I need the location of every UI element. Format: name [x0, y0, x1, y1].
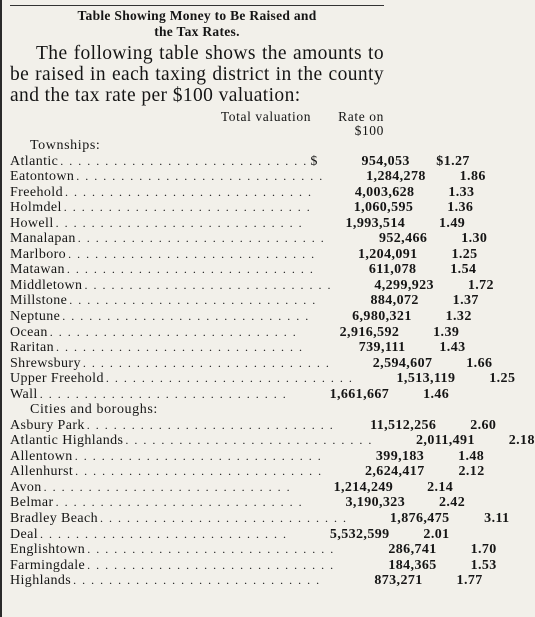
leader-dots: . . . . . . . . . . . . . . . . . . . . . . . . . . . . — [125, 433, 373, 448]
district-name: Bradley Beach — [10, 511, 98, 527]
tax-rate: 2.12 — [458, 464, 485, 480]
total-valuation: 611,078 — [368, 262, 417, 278]
district-name: Highlands — [10, 573, 72, 589]
district-name: Allenhurst — [10, 464, 74, 480]
tax-rate: 2.18 — [508, 433, 535, 449]
total-valuation: 1,513,119 — [396, 371, 456, 387]
total-valuation: 4,003,628 — [354, 184, 415, 200]
tax-rate: 1.86 — [459, 169, 486, 185]
table-row — [10, 169, 486, 185]
table-row — [10, 246, 478, 263]
total-valuation: 4,299,923 — [374, 277, 434, 293]
total-valuation: 952,466 — [378, 231, 428, 247]
leader-dots: . . . . . . . . . . . . . . . . . . . . . . . . . . . . — [40, 526, 288, 541]
total-valuation: 184,365 — [388, 557, 437, 573]
table-row — [10, 417, 497, 434]
total-valuation: 11,512,256 — [370, 417, 437, 433]
tax-rate: 1.70 — [470, 542, 497, 558]
total-valuation: 286,741 — [388, 542, 437, 558]
table-row — [10, 479, 454, 496]
table-row — [10, 340, 466, 356]
total-valuation-header: Total valuation — [220, 109, 312, 124]
table-row — [10, 542, 497, 558]
district-name: Asbury Park — [10, 417, 85, 433]
tax-rate: 1.54 — [450, 262, 477, 278]
district-name: Shrewsbury — [10, 355, 81, 371]
tax-rate: 1.36 — [447, 200, 474, 216]
table-row — [10, 433, 535, 449]
tax-rate: 1.32 — [445, 308, 472, 324]
district-name: Millstone — [10, 293, 68, 309]
table-row — [10, 215, 466, 232]
district-name: Matawan — [10, 262, 65, 278]
rate-header: Rate on $100 — [338, 109, 384, 138]
tax-rate: 2.42 — [439, 495, 466, 511]
leader-dots: . . . . . . . . . . . . . . . . . . . . . . . . . . . . — [64, 184, 313, 199]
tax-rate: 1.43 — [439, 340, 466, 356]
total-valuation: 399,183 — [375, 448, 425, 464]
leader-dots: . . . . . . . . . . . . . . . . . . . . . . . . . . . . — [75, 464, 323, 479]
leader-dots: . . . . . . . . . . . . . . . . . . . . . . . . . . . . — [77, 231, 326, 246]
total-valuation: 1,214,249 — [333, 479, 394, 495]
district-name: Ocean — [10, 324, 48, 340]
leader-dots: . . . . . . . . . . . . . . . . . . . . . . . . . . . . — [68, 246, 316, 261]
district-name: Allentown — [10, 448, 73, 464]
table-row — [10, 277, 494, 294]
leader-dots: . . . . . . . . . . . . . . . . . . . . . . . . . . . . — [87, 557, 335, 572]
leader-dots: . . . . . . . . . . . . . . . . . . . . . . . . . . . . — [60, 153, 308, 168]
tax-rate: 1.33 — [448, 184, 475, 200]
total-valuation: 1,661,667 — [329, 386, 390, 402]
leader-dots: . . . . . . . . . . . . . . . . . . . . . . . . . . . . — [86, 417, 335, 432]
district-name: Wall — [10, 386, 38, 402]
total-valuation: 739,111 — [358, 340, 406, 356]
table-row — [10, 293, 479, 309]
cities-heading: Cities and boroughs: — [30, 402, 158, 418]
top-rule — [10, 5, 384, 6]
district-name: Farmingdale — [10, 557, 86, 573]
table-row — [10, 184, 475, 201]
total-valuation: 6,980,321 — [352, 308, 412, 324]
leader-dots: . . . . . . . . . . . . . . . . . . . . . . . . . . . . — [105, 371, 354, 386]
leader-dots: . . . . . . . . . . . . . . . . . . . . . . . . . . . . — [84, 277, 332, 292]
tax-rate: 1.25 — [451, 246, 478, 262]
leader-dots: . . . . . . . . . . . . . . . . . . . . . . . . . . . . — [69, 293, 317, 308]
leader-dots: . . . . . . . . . . . . . . . . . . . . . . . . . . . . — [62, 308, 310, 323]
headline-line-1: Table Showing Money to Be Raised and — [77, 8, 317, 23]
table-row — [10, 448, 485, 465]
tax-rate: 1.48 — [458, 448, 485, 464]
tax-rate: 1.49 — [439, 215, 466, 231]
district-name: Middletown — [10, 277, 83, 293]
tax-rate: 1.37 — [452, 293, 479, 309]
table-row — [10, 386, 450, 403]
tax-rate: 1.53 — [470, 557, 497, 573]
intro-paragraph — [10, 43, 384, 106]
leader-dots: . . . . . . . . . . . . . . . . . . . . . . . . . . . . — [76, 169, 324, 184]
leader-dots: . . . . . . . . . . . . . . . . . . . . . . . . . . . . — [66, 262, 315, 277]
total-valuation: 1,993,514 — [345, 215, 406, 231]
district-name: Eatontown — [10, 169, 75, 185]
leader-dots: . . . . . . . . . . . . . . . . . . . . . . . . . . . . — [55, 495, 304, 510]
district-name: Howell — [10, 215, 54, 231]
table-row — [10, 464, 485, 480]
total-valuation: 2,624,417 — [365, 464, 425, 480]
total-valuation: 5,532,599 — [329, 526, 390, 542]
district-name: Manalapan — [10, 231, 76, 247]
leader-dots: . . . . . . . . . . . . . . . . . . . . . . . . . . . . — [73, 573, 321, 588]
tax-rate: 1.66 — [466, 355, 493, 371]
leader-dots: . . . . . . . . . . . . . . . . . . . . . . . . . . . . — [100, 511, 348, 526]
total-valuation: 1,876,475 — [389, 511, 450, 527]
total-valuation: 884,072 — [370, 293, 419, 309]
table-row — [10, 153, 470, 170]
table-row — [10, 557, 497, 574]
leader-dots: . . . . . . . . . . . . . . . . . . . . . . . . . . . . — [56, 340, 304, 355]
total-valuation: 1,204,091 — [357, 246, 418, 262]
table-row — [10, 495, 466, 511]
leader-dots: . . . . . . . . . . . . . . . . . . . . . . . . . . . . — [63, 200, 312, 215]
tax-rate: 1.77 — [456, 573, 483, 589]
table-row — [10, 371, 516, 387]
tax-rate: 2.14 — [427, 479, 454, 495]
total-valuation: 954,053 — [361, 153, 410, 169]
tax-rate: 2.60 — [470, 417, 497, 433]
intro-text: The following table shows the amounts to be raised in each taxing district in the county and the tax rate per $100 valuation: — [10, 43, 384, 106]
table-row — [10, 308, 472, 325]
tax-rate: 1.25 — [489, 371, 516, 387]
headline-line-2: the Tax Rates. — [154, 24, 240, 39]
leader-dots: . . . . . . . . . . . . . . . . . . . . . . . . . . . . — [82, 355, 331, 370]
district-name: Marlboro — [10, 246, 67, 262]
dollar-sign: $ — [310, 153, 318, 169]
district-name: Belmar — [10, 495, 54, 511]
district-name: Neptune — [10, 308, 61, 324]
leader-dots: . . . . . . . . . . . . . . . . . . . . . . . . . . . . — [74, 448, 323, 463]
table-row — [10, 526, 450, 543]
district-name: Englishtown — [10, 542, 86, 558]
townships-table — [10, 153, 516, 403]
district-name: Atlantic Highlands — [10, 433, 124, 449]
district-name: Avon — [10, 479, 42, 495]
table-row — [10, 355, 493, 372]
total-valuation: 1,060,595 — [353, 200, 414, 216]
table-row — [10, 262, 477, 278]
table-row — [10, 511, 510, 527]
tax-rate: 1.72 — [467, 277, 494, 293]
leader-dots: . . . . . . . . . . . . . . . . . . . . . . . . . . . . — [87, 542, 335, 557]
total-valuation: 2,011,491 — [416, 433, 475, 449]
district-name: Upper Freehold — [10, 371, 104, 387]
total-valuation: 3,190,323 — [345, 495, 406, 511]
tax-rate: 2.01 — [423, 526, 450, 542]
cities-table — [10, 417, 535, 589]
tax-rate: 3.11 — [484, 511, 510, 527]
tax-rate: $1.27 — [436, 153, 470, 169]
leader-dots: . . . . . . . . . . . . . . . . . . . . . . . . . . . . — [55, 215, 304, 230]
district-name: Holmdel — [10, 200, 62, 216]
leader-dots: . . . . . . . . . . . . . . . . . . . . . . . . . . . . — [43, 479, 292, 494]
tax-rate: 1.30 — [461, 231, 488, 247]
district-name: Raritan — [10, 340, 55, 356]
district-name: Atlantic — [10, 153, 59, 169]
table-row — [10, 573, 483, 589]
district-name: Deal — [10, 526, 39, 542]
table-row — [10, 324, 460, 341]
leader-dots: . . . . . . . . . . . . . . . . . . . . . . . . . . . . — [39, 386, 288, 401]
district-name: Freehold — [10, 184, 63, 200]
column-headers — [10, 110, 384, 138]
table-row — [10, 200, 474, 216]
table-row — [10, 231, 488, 247]
tax-rate: 1.39 — [433, 324, 460, 340]
townships-heading: Townships: — [30, 138, 101, 153]
total-valuation: 873,271 — [374, 573, 423, 589]
total-valuation: 2,916,592 — [339, 324, 400, 340]
leader-dots: . . . . . . . . . . . . . . . . . . . . . . . . . . . . — [49, 324, 298, 339]
headline — [10, 8, 384, 40]
total-valuation: 2,594,607 — [372, 355, 433, 371]
tax-rate: 1.46 — [423, 386, 450, 402]
total-valuation: 1,284,278 — [366, 169, 426, 185]
